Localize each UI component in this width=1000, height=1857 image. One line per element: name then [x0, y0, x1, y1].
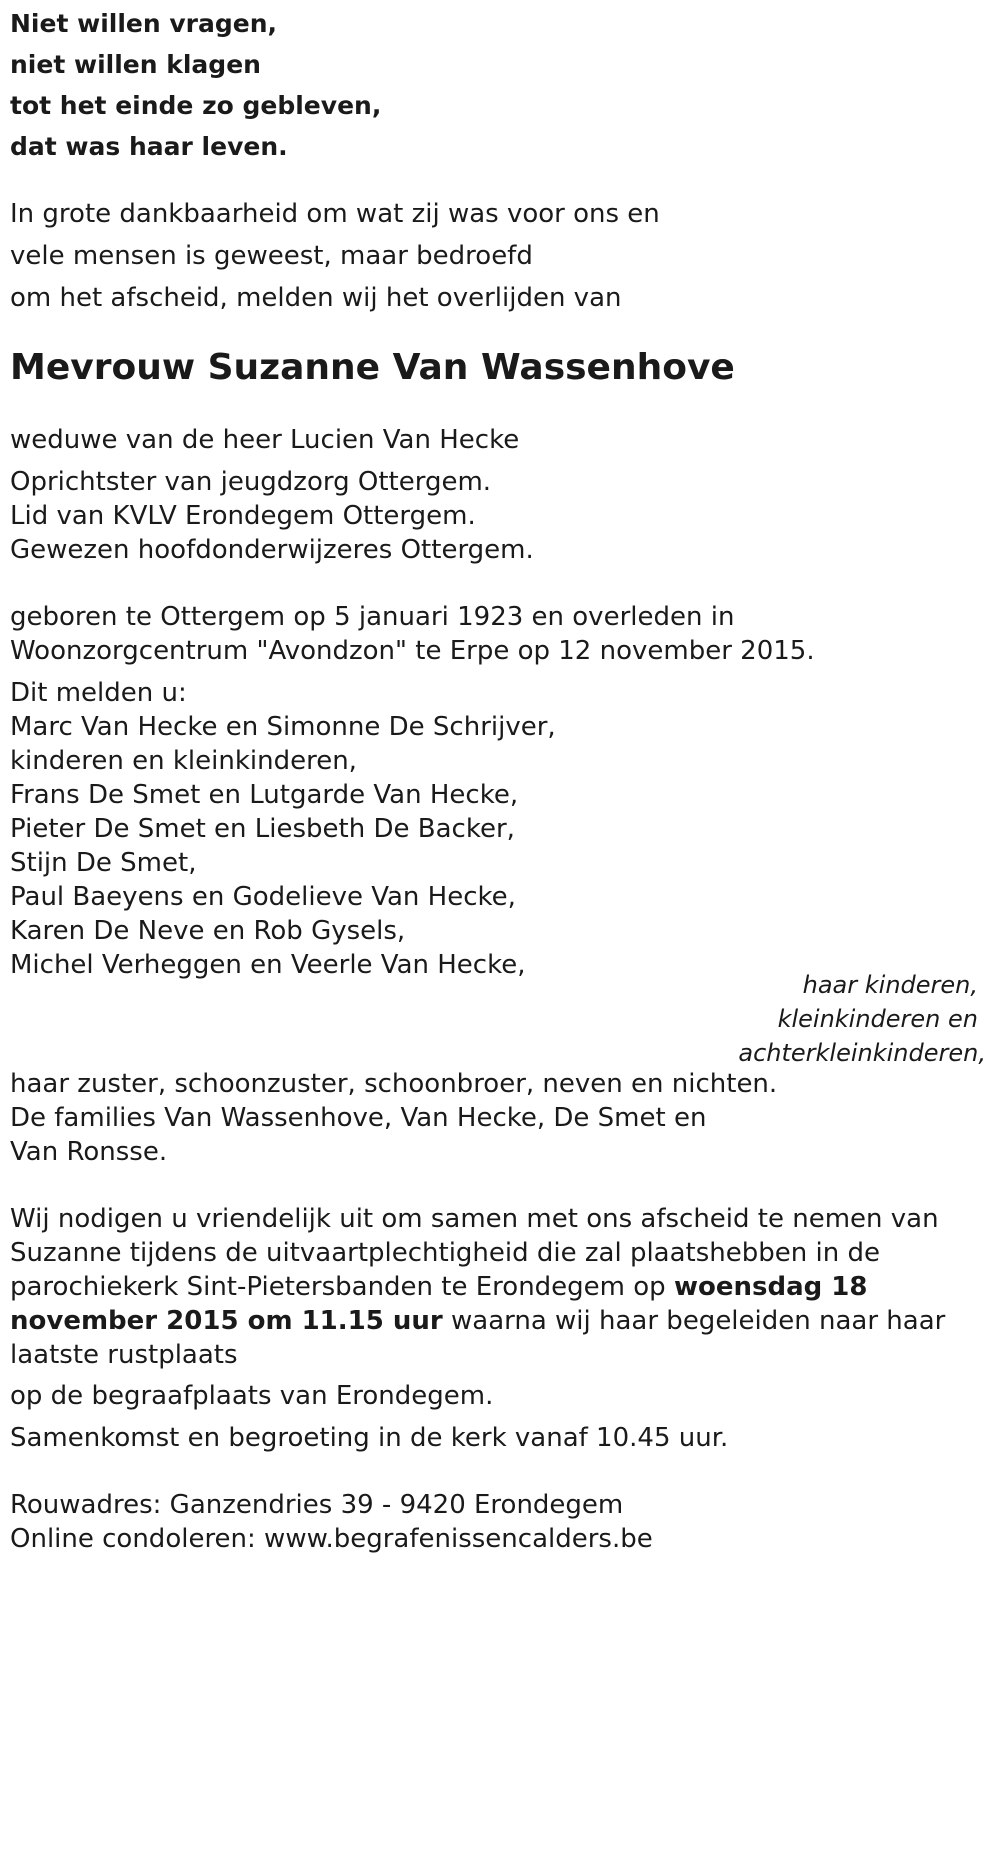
poem-line: dat was haar leven. [10, 132, 288, 161]
online-condolences: Online condoleren: www.begrafenissencalders.be [10, 1524, 653, 1554]
role-line: Oprichtster van jeugdzorg Ottergem. [10, 467, 492, 497]
family-line: Stijn De Smet, [10, 848, 197, 878]
family-line: Michel Verheggen en Veerle Van Hecke, [10, 950, 526, 980]
birth-death-line: geboren te Ottergem op 5 januari 1923 en overleden in [10, 602, 735, 632]
meeting-line: Samenkomst en begroeting in de kerk vanaf 10.45 uur. [10, 1423, 729, 1453]
family-right-line: haar kinderen, [802, 971, 978, 999]
family-line: Frans De Smet en Lutgarde Van Hecke, [10, 780, 519, 810]
relatives-line: haar zuster, schoonzuster, schoonbroer, neven en nichten. [10, 1069, 778, 1099]
poem-line: niet willen klagen [10, 50, 261, 79]
intro-line: In grote dankbaarheid om wat zij was voor ons en [10, 199, 660, 229]
intro-line: vele mensen is geweest, maar bedroefd [10, 241, 533, 271]
relatives-line: De families Van Wassenhove, Van Hecke, De Smet en [10, 1103, 707, 1133]
invitation-line: Wij nodigen u vriendelijk uit om samen met ons afscheid te nemen van [10, 1204, 939, 1234]
family-line: Karen De Neve en Rob Gysels, [10, 916, 406, 946]
invitation-line [10, 1305, 945, 1337]
deceased-name: Mevrouw Suzanne Van Wassenhove [10, 347, 735, 388]
invitation-text: parochiekerk Sint-Pietersbanden te Erondegem op [10, 1272, 674, 1302]
invitation-line: laatste rustplaats [10, 1340, 238, 1370]
invitation-date-time: november 2015 om 11.15 uur [10, 1306, 443, 1336]
role-line: weduwe van de heer Lucien Van Hecke [10, 425, 520, 455]
poem-line: Niet willen vragen, [10, 9, 278, 38]
family-right-line: kleinkinderen en [777, 1005, 978, 1033]
announcers-intro: Dit melden u: [10, 678, 187, 708]
family-line: kinderen en kleinkinderen, [10, 746, 357, 776]
invitation-text: waarna wij haar begeleiden naar haar [442, 1306, 946, 1336]
relatives-line: Van Ronsse. [10, 1137, 168, 1167]
invitation-date: woensdag 18 [673, 1272, 868, 1302]
burial-line: op de begraafplaats van Erondegem. [10, 1381, 494, 1411]
family-line: Marc Van Hecke en Simonne De Schrijver, [10, 712, 556, 742]
invitation-line: Suzanne tijdens de uitvaartplechtigheid die zal plaatshebben in de [10, 1238, 880, 1268]
family-line: Pieter De Smet en Liesbeth De Backer, [10, 814, 515, 844]
role-line: Lid van KVLV Erondegem Ottergem. [10, 501, 476, 531]
intro-line: om het afscheid, melden wij het overlijden van [10, 283, 622, 313]
role-line: Gewezen hoofdonderwijzeres Ottergem. [10, 535, 534, 565]
invitation-line [10, 1271, 867, 1303]
mourning-address: Rouwadres: Ganzendries 39 - 9420 Erondegem [10, 1490, 624, 1520]
poem-line: tot het einde zo gebleven, [10, 91, 382, 120]
family-right-line: achterkleinkinderen, [738, 1039, 986, 1067]
birth-death-line: Woonzorgcentrum "Avondzon" te Erpe op 12 november 2015. [10, 636, 815, 666]
family-line: Paul Baeyens en Godelieve Van Hecke, [10, 882, 516, 912]
